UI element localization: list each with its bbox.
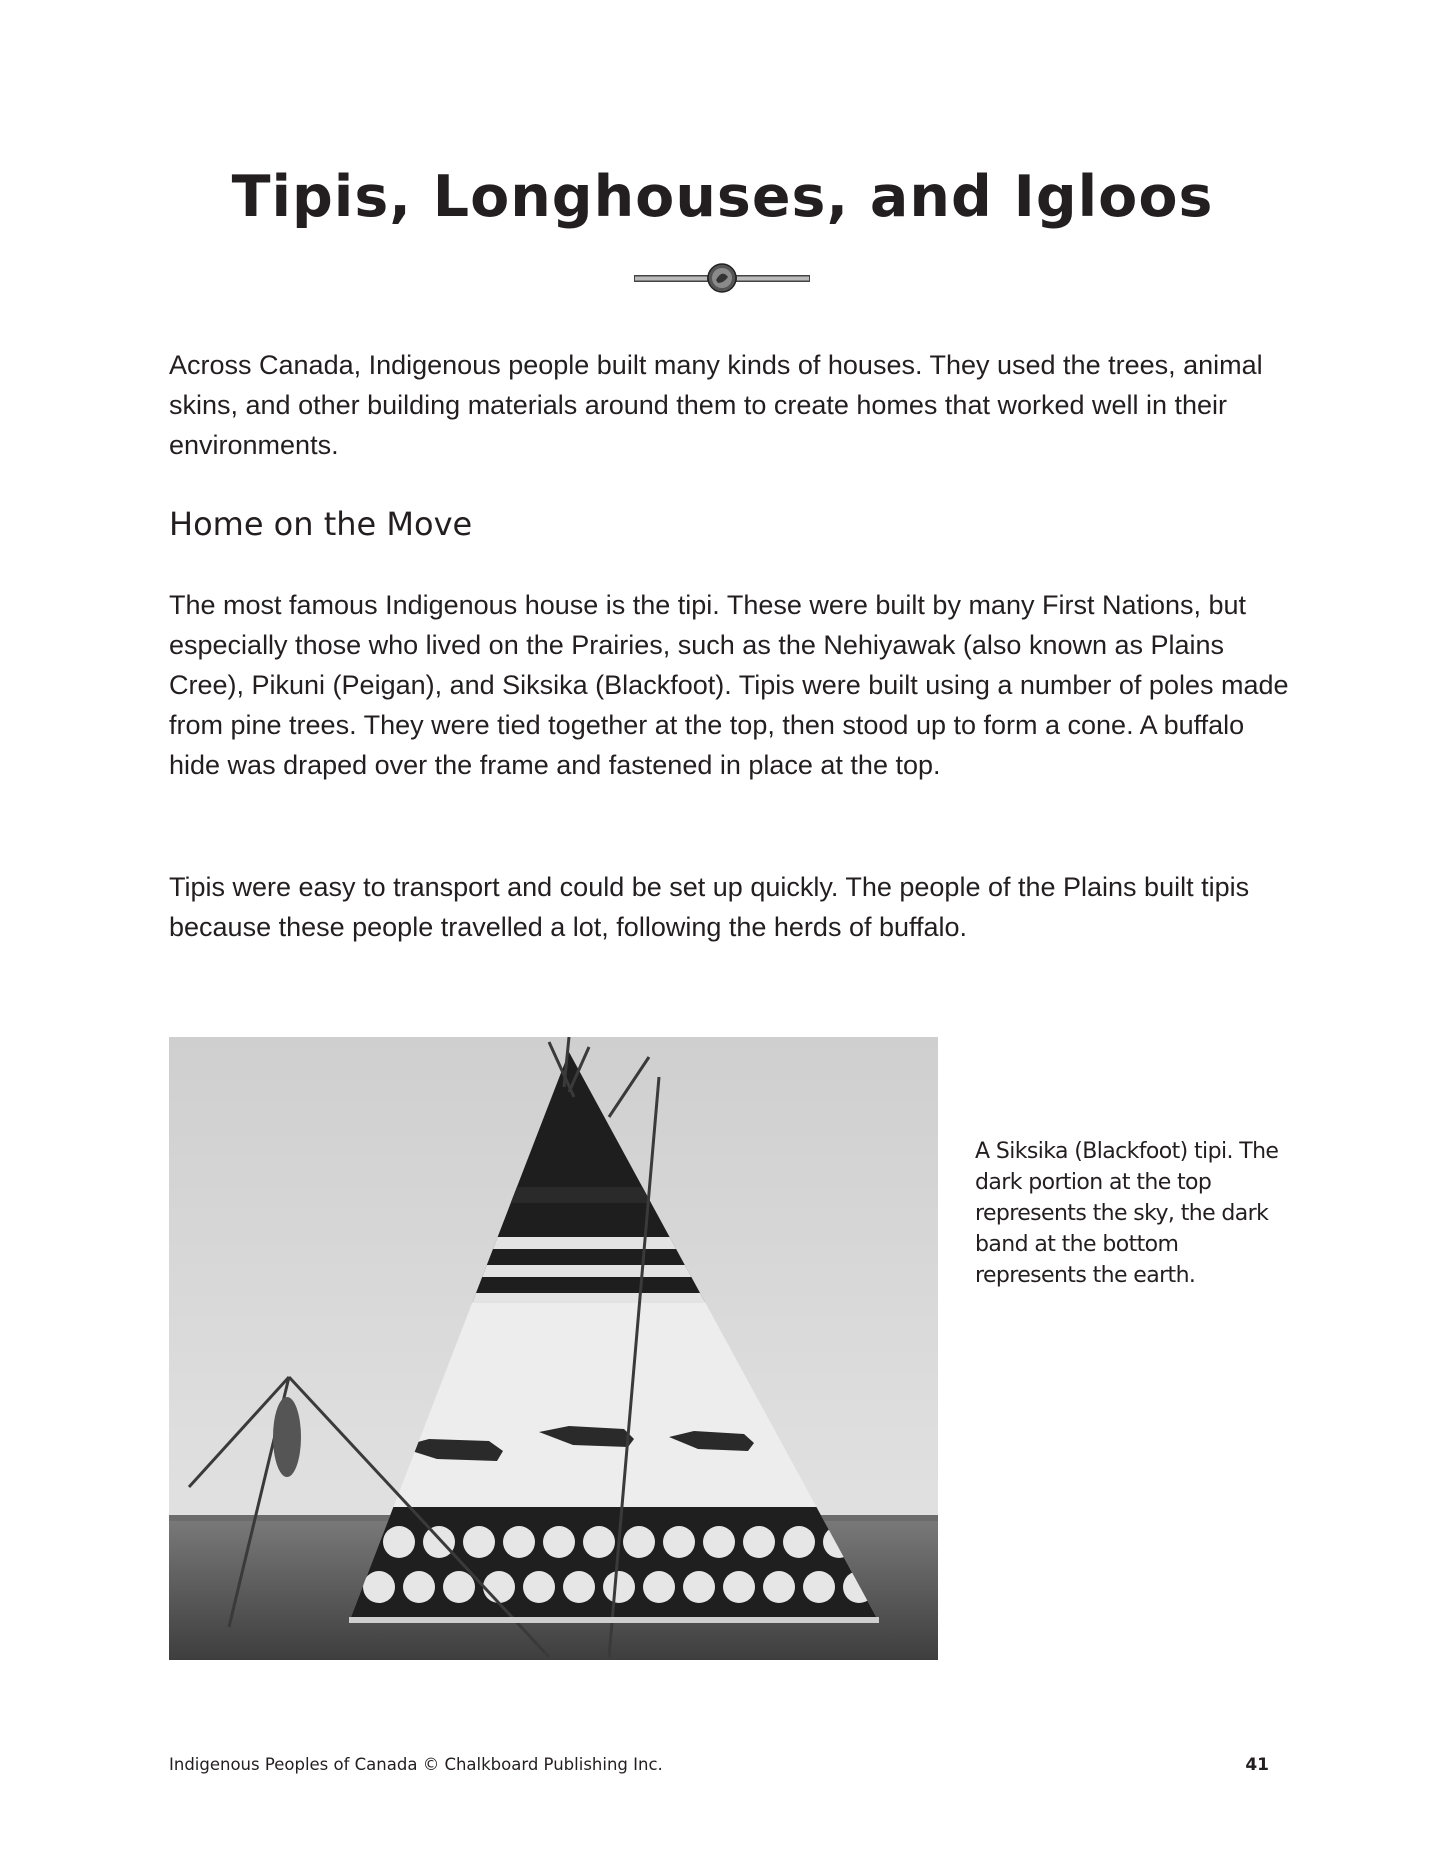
page-title: Tipis, Longhouses, and Igloos <box>231 164 1214 230</box>
divider-right-band <box>736 275 810 282</box>
intro-paragraph: Across Canada, Indigenous people built many kinds of houses. They used the trees, animal skins, and other building materials around them to create homes that worked well in their environments. <box>169 350 1263 460</box>
photo-caption: A Siksika (Blackfoot) tipi. The dark portion at the top represents the sky, the dark band at the bottom represents the earth. <box>975 1139 1279 1288</box>
footer-credit: Indigenous Peoples of Canada © Chalkboard Publishing Inc. <box>169 1755 663 1774</box>
ornamental-divider <box>634 263 810 293</box>
page-number: 41 <box>1245 1755 1269 1775</box>
body-paragraph-1: The most famous Indigenous house is the tipi. These were built by many First Nations, but especially those who lived on the Prairies, such as the Nehiyawak (also known as Plains Cree), Pikuni (Peigan), and Siksika (Blackfoot). Tipis were built using a number of poles made from pine trees. They were tied together at the top, then stood up to form a cone. A buffalo hide was draped over the frame and fastened in place at the top. <box>169 590 1289 780</box>
section-heading: Home on the Move <box>169 505 473 543</box>
divider-left-band <box>634 275 708 282</box>
tipi-photo <box>169 1037 938 1660</box>
medallion-icon <box>708 264 736 292</box>
body-paragraph-2: Tipis were easy to transport and could be set up quickly. The people of the Plains built tipis because these people travelled a lot, following the herds of buffalo. <box>169 872 1250 942</box>
